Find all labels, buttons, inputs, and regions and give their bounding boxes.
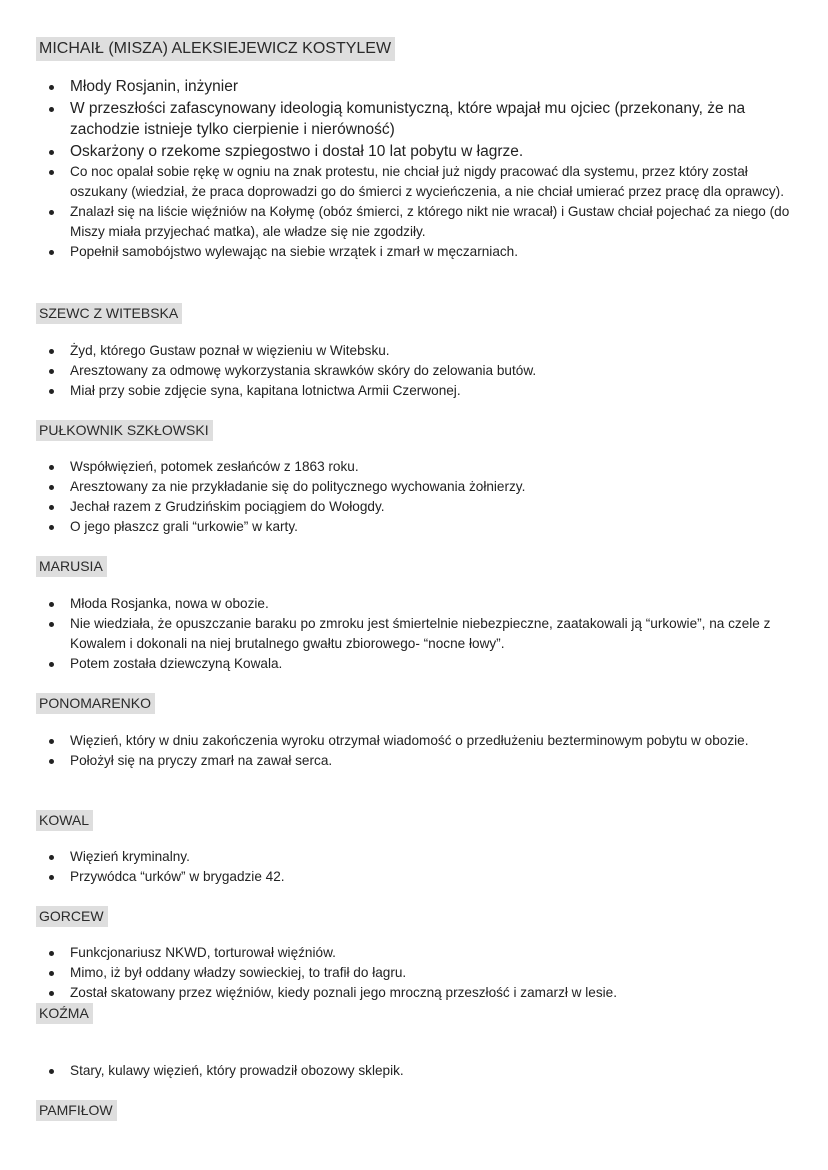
bullet-list [0,76,792,262]
list-item: Funkcjonariusz NKWD, torturował więźniów. [70,943,792,963]
bullet-list [0,341,792,401]
list-item: Znalazł się na liście więźniów na Kołymę (obóz śmierci, z którego nikt nie wracał) i Gustaw chciał pojechać za niego (do Miszy miała przyjechać matka), ale władze się nie zgodziły. [70,202,792,242]
bullet-list [0,594,792,674]
list-item: Więzień, który w dniu zakończenia wyroku otrzymał wiadomość o przedłużeniu bezterminowym pobytu w obozie. [70,731,792,751]
section-heading: SZEWC Z WITEBSKA [36,303,182,324]
list-item: Miał przy sobie zdjęcie syna, kapitana lotnictwa Armii Czerwonej. [70,381,792,401]
list-item: Potem została dziewczyną Kowala. [70,654,792,674]
section-heading: GORCEW [36,906,108,927]
list-item: Stary, kulawy więzień, który prowadził obozowy sklepik. [70,1061,792,1081]
bullet-list [0,847,792,887]
list-item: W przeszłości zafascynowany ideologią komunistyczną, które wpajał mu ojciec (przekonany, że na zachodzie istnieje tylko cierpienie i nierówność) [70,98,792,141]
list-item: Młody Rosjanin, inżynier [70,76,792,98]
section-heading: PONOMARENKO [36,693,155,714]
bullet-list [0,1061,792,1081]
section-heading: PUŁKOWNIK SZKŁOWSKI [36,420,213,441]
list-item: Jechał razem z Grudzińskim pociągiem do Wołogdy. [70,497,792,517]
section-heading: PAMFIŁOW [36,1100,117,1121]
section-heading: KOWAL [36,810,93,831]
list-item: Żyd, którego Gustaw poznał w więzieniu w Witebsku. [70,341,792,361]
list-item: Nie wiedziała, że opuszczanie baraku po zmroku jest śmiertelnie niebezpieczne, zaatakowali ją “urkowie”, na czele z Kowalem i dokonali na niej brutalnego gwałtu zbiorowego- “nocne łowy”. [70,614,792,654]
bullet-list [0,457,792,537]
list-item: Popełnił samobójstwo wylewając na siebie wrzątek i zmarł w męczarniach. [70,242,792,262]
list-item: Współwięzień, potomek zesłańców z 1863 roku. [70,457,792,477]
list-item: Młoda Rosjanka, nowa w obozie. [70,594,792,614]
list-item: Aresztowany za nie przykładanie się do politycznego wychowania żołnierzy. [70,477,792,497]
list-item: Mimo, iż był oddany władzy sowieckiej, to trafił do łagru. [70,963,792,983]
list-item: Położył się na pryczy zmarł na zawał serca. [70,751,792,771]
list-item: O jego płaszcz grali “urkowie” w karty. [70,517,792,537]
list-item: Aresztowany za odmowę wykorzystania skrawków skóry do zelowania butów. [70,361,792,381]
list-item: Co noc opalał sobie rękę w ogniu na znak protestu, nie chciał już nigdy pracować dla systemu, przez który został oszukany (wiedział, że praca doprowadzi go do śmierci z wycieńczenia, a nie chciał umierać przez pracę dla oprawcy). [70,162,792,202]
bullet-list [0,731,792,771]
section-heading: MARUSIA [36,556,107,577]
section-heading: MICHAIŁ (MISZA) ALEKSIEJEWICZ KOSTYLEW [36,37,395,61]
list-item: Więzień kryminalny. [70,847,792,867]
list-item: Został skatowany przez więźniów, kiedy poznali jego mroczną przeszłość i zamarzł w lesie. [70,983,792,1003]
section-heading: KOŹMA [36,1003,93,1024]
list-item: Przywódca “urków” w brygadzie 42. [70,867,792,887]
list-item: Oskarżony o rzekome szpiegostwo i dostał 10 lat pobytu w łagrze. [70,141,792,163]
bullet-list [0,943,792,1003]
